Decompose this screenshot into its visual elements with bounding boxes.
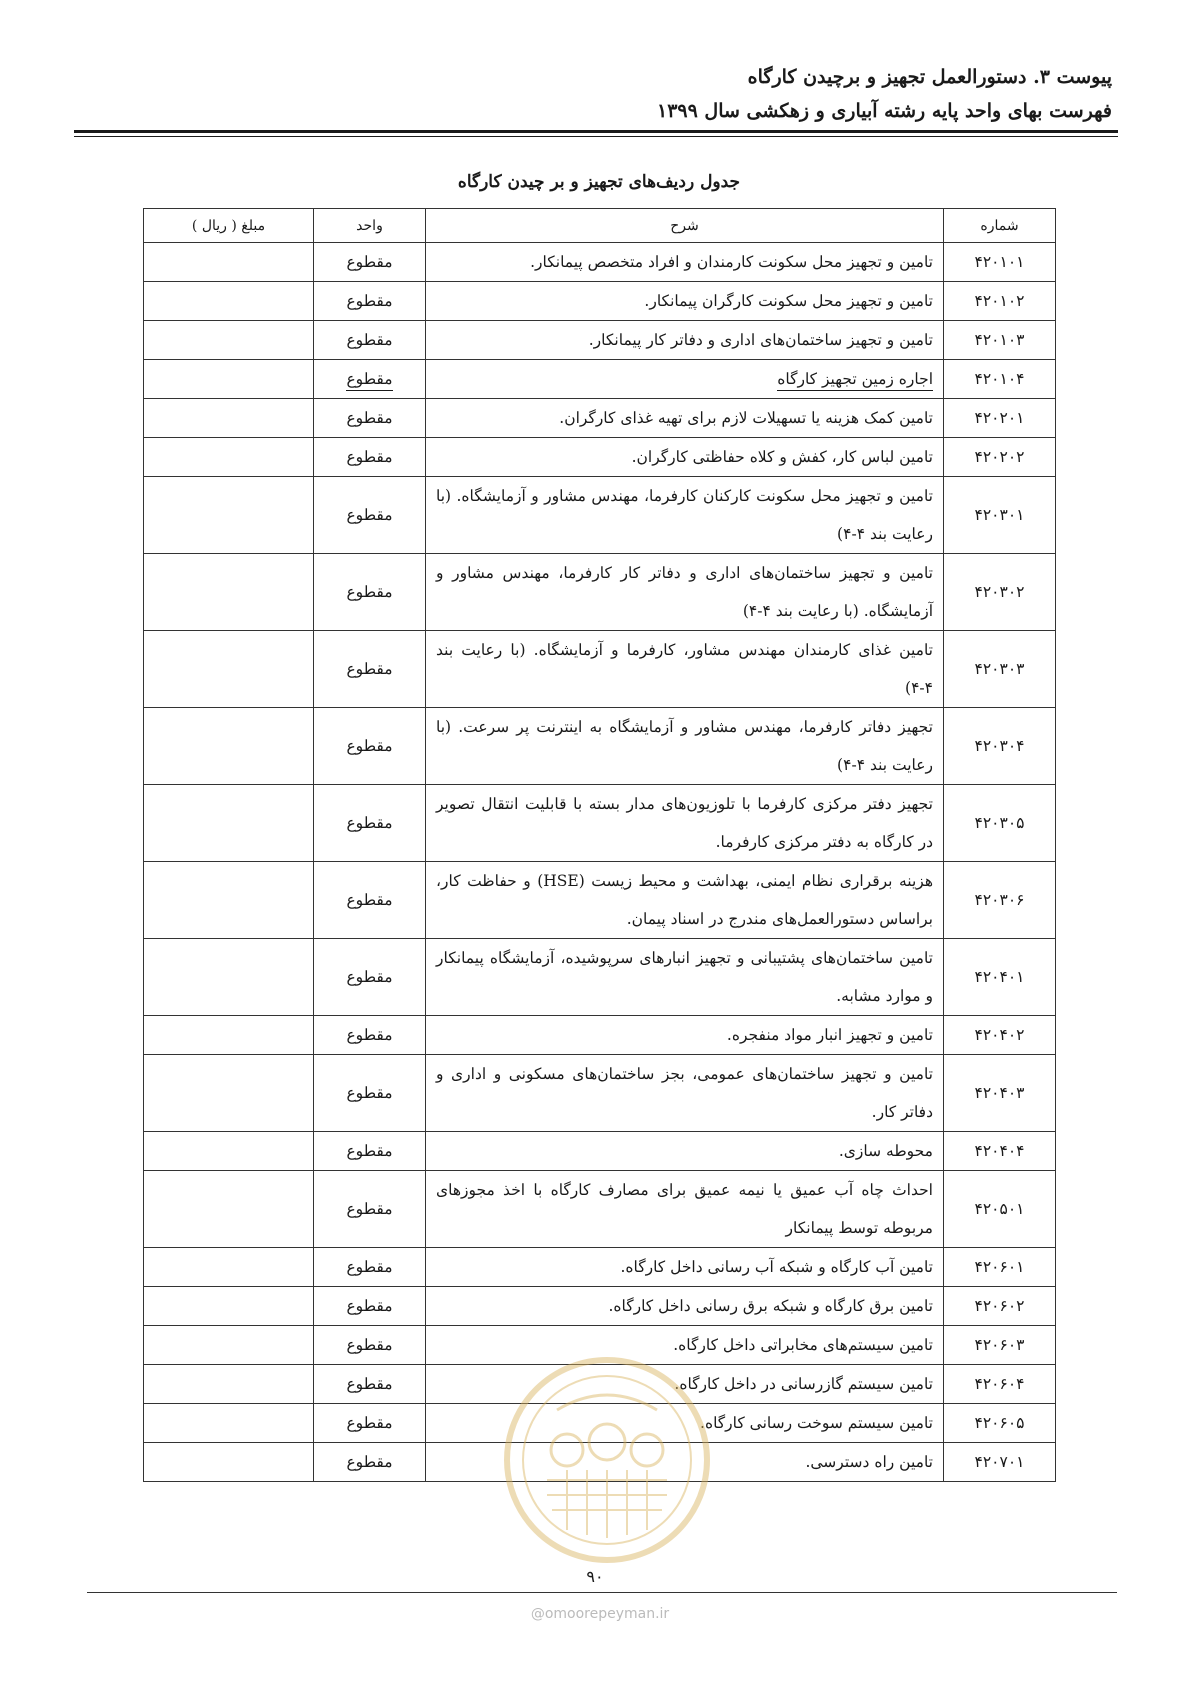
row-unit: مقطوع [314, 399, 426, 438]
table-row [144, 939, 1056, 1016]
table-row [144, 708, 1056, 785]
row-description: تامین سیستم سوخت رسانی کارگاه. [426, 1404, 944, 1443]
row-unit: مقطوع [314, 1016, 426, 1055]
row-description-underlined: اجاره زمین تجهیز کارگاه [777, 370, 933, 391]
row-description [426, 360, 944, 399]
row-number: ۴۲۰۴۰۱ [944, 939, 1056, 1016]
table-row [144, 1132, 1056, 1171]
table-row [144, 1171, 1056, 1248]
table-row [144, 1248, 1056, 1287]
row-number: ۴۲۰۱۰۲ [944, 282, 1056, 321]
table-row [144, 243, 1056, 282]
row-number: ۴۲۰۶۰۲ [944, 1287, 1056, 1326]
row-amount [144, 1248, 314, 1287]
row-amount [144, 785, 314, 862]
row-description: هزینه برقراری نظام ایمنی، بهداشت و محیط زیست (HSE) و حفاظت کار، براساس دستورالعمل‌های مندرج در اسناد پیمان. [426, 862, 944, 939]
row-unit: مقطوع [314, 708, 426, 785]
column-header-number: شماره [944, 209, 1056, 243]
table-row [144, 438, 1056, 477]
row-unit: مقطوع [314, 1443, 426, 1482]
table-row [144, 631, 1056, 708]
row-amount [144, 1326, 314, 1365]
row-unit: مقطوع [314, 438, 426, 477]
row-amount [144, 862, 314, 939]
row-description: تامین سیستم‌های مخابراتی داخل کارگاه. [426, 1326, 944, 1365]
row-number: ۴۲۰۳۰۳ [944, 631, 1056, 708]
row-description: احداث چاه آب عمیق یا نیمه عمیق برای مصارف کارگاه با اخذ مجوزهای مربوطه توسط پیمانکار [426, 1171, 944, 1248]
row-number: ۴۲۰۲۰۱ [944, 399, 1056, 438]
column-header-unit: واحد [314, 209, 426, 243]
footer-rule [87, 1592, 1117, 1593]
row-description: تامین و تجهیز ساختمان‌های اداری و دفاتر کار کارفرما، مهندس مشاور و آزمایشگاه. (با رعایت بند ۴-۴) [426, 554, 944, 631]
row-unit: مقطوع [314, 1248, 426, 1287]
row-number: ۴۲۰۲۰۲ [944, 438, 1056, 477]
header-rule-thick [74, 130, 1118, 133]
row-number: ۴۲۰۶۰۴ [944, 1365, 1056, 1404]
table-row [144, 282, 1056, 321]
row-unit: مقطوع [314, 939, 426, 1016]
row-description: تامین سیستم گازرسانی در داخل کارگاه. [426, 1365, 944, 1404]
page-header [72, 60, 1112, 128]
row-amount [144, 1016, 314, 1055]
row-unit: مقطوع [314, 1404, 426, 1443]
row-description: محوطه سازی. [426, 1132, 944, 1171]
row-unit: مقطوع [314, 1287, 426, 1326]
row-amount [144, 1443, 314, 1482]
row-amount [144, 477, 314, 554]
table-row [144, 399, 1056, 438]
row-number: ۴۲۰۵۰۱ [944, 1171, 1056, 1248]
row-amount [144, 1287, 314, 1326]
row-description: تامین و تجهیز ساختمان‌های عمومی، بجز ساختمان‌های مسکونی و اداری و دفاتر کار. [426, 1055, 944, 1132]
row-unit: مقطوع [314, 554, 426, 631]
table-row [144, 862, 1056, 939]
row-unit: مقطوع [314, 282, 426, 321]
table-row [144, 554, 1056, 631]
header-appendix-title: پیوست ۳. دستورالعمل تجهیز و برچیدن کارگاه [747, 66, 1112, 88]
row-amount [144, 939, 314, 1016]
row-unit: مقطوع [314, 1055, 426, 1132]
table-row [144, 1016, 1056, 1055]
row-amount [144, 554, 314, 631]
row-number: ۴۲۰۱۰۳ [944, 321, 1056, 360]
row-amount [144, 631, 314, 708]
row-unit: مقطوع [314, 321, 426, 360]
row-amount [144, 360, 314, 399]
row-amount [144, 1132, 314, 1171]
row-unit: مقطوع [314, 1132, 426, 1171]
row-number: ۴۲۰۱۰۱ [944, 243, 1056, 282]
row-number: ۴۲۰۴۰۴ [944, 1132, 1056, 1171]
row-number: ۴۲۰۴۰۳ [944, 1055, 1056, 1132]
row-number: ۴۲۰۱۰۴ [944, 360, 1056, 399]
row-amount [144, 438, 314, 477]
table-row [144, 1404, 1056, 1443]
row-amount [144, 1365, 314, 1404]
header-rule-thin [74, 136, 1118, 137]
row-description: تامین برق کارگاه و شبکه برق رسانی داخل کارگاه. [426, 1287, 944, 1326]
row-description: تجهیز دفتر مرکزی کارفرما با تلوزیون‌های مدار بسته با قابلیت انتقال تصویر در کارگاه به دفتر مرکزی کارفرما. [426, 785, 944, 862]
row-unit: مقطوع [314, 785, 426, 862]
row-amount [144, 1055, 314, 1132]
row-number: ۴۲۰۳۰۲ [944, 554, 1056, 631]
row-amount [144, 399, 314, 438]
row-number: ۴۲۰۴۰۲ [944, 1016, 1056, 1055]
row-description: تامین آب کارگاه و شبکه آب رسانی داخل کارگاه. [426, 1248, 944, 1287]
table-row [144, 785, 1056, 862]
row-number: ۴۲۰۳۰۴ [944, 708, 1056, 785]
header-document-title: فهرست بهای واحد پایه رشته آبیاری و زهکشی سال ۱۳۹۹ [656, 100, 1112, 122]
row-unit-underlined: مقطوع [346, 370, 392, 391]
row-unit: مقطوع [314, 1365, 426, 1404]
column-header-description: شرح [426, 209, 944, 243]
page-number: ۹۰ [586, 1567, 604, 1586]
row-unit: مقطوع [314, 862, 426, 939]
row-amount [144, 243, 314, 282]
row-number: ۴۲۰۳۰۱ [944, 477, 1056, 554]
row-amount [144, 282, 314, 321]
table-row [144, 1326, 1056, 1365]
row-number: ۴۲۰۷۰۱ [944, 1443, 1056, 1482]
table-body [144, 243, 1056, 1482]
row-number: ۴۲۰۶۰۱ [944, 1248, 1056, 1287]
row-description: تامین و تجهیز انبار مواد منفجره. [426, 1016, 944, 1055]
row-description: تجهیز دفاتر کارفرما، مهندس مشاور و آزمایشگاه به اینترنت پر سرعت. (با رعایت بند ۴-۴) [426, 708, 944, 785]
column-header-amount: مبلغ ( ریال ) [144, 209, 314, 243]
row-amount [144, 1171, 314, 1248]
table-row [144, 1443, 1056, 1482]
row-description: تامین و تجهیز محل سکونت کارگران پیمانکار. [426, 282, 944, 321]
items-table [143, 208, 1056, 1482]
footer-site-watermark: @omoorepeyman.ir [530, 1606, 670, 1622]
table-row [144, 1365, 1056, 1404]
table-row [144, 321, 1056, 360]
row-unit: مقطوع [314, 631, 426, 708]
table-row [144, 1287, 1056, 1326]
row-number: ۴۲۰۳۰۶ [944, 862, 1056, 939]
row-unit: مقطوع [314, 1171, 426, 1248]
row-unit: مقطوع [314, 243, 426, 282]
row-description: تامین و تجهیز ساختمان‌های اداری و دفاتر کار پیمانکار. [426, 321, 944, 360]
row-description: تامین ساختمان‌های پشتیبانی و تجهیز انبارهای سرپوشیده، آزمایشگاه پیمانکار و موارد مشابه. [426, 939, 944, 1016]
row-unit: مقطوع [314, 477, 426, 554]
row-number: ۴۲۰۳۰۵ [944, 785, 1056, 862]
row-description: تامین و تجهیز محل سکونت کارکنان کارفرما، مهندس مشاور و آزمایشگاه. (با رعایت بند ۴-۴) [426, 477, 944, 554]
row-number: ۴۲۰۶۰۳ [944, 1326, 1056, 1365]
row-description: تامین غذای کارمندان مهندس مشاور، کارفرما و آزمایشگاه. (با رعایت بند ۴-۴) [426, 631, 944, 708]
row-amount [144, 321, 314, 360]
row-unit [314, 360, 426, 399]
table-title: جدول ردیف‌های تجهیز و بر چیدن کارگاه [457, 172, 741, 192]
row-amount [144, 708, 314, 785]
row-number: ۴۲۰۶۰۵ [944, 1404, 1056, 1443]
row-description: تامین کمک هزینه یا تسهیلات لازم برای تهیه غذای کارگران. [426, 399, 944, 438]
table-row [144, 1055, 1056, 1132]
table-row [144, 360, 1056, 399]
row-amount [144, 1404, 314, 1443]
table-row [144, 477, 1056, 554]
row-unit: مقطوع [314, 1326, 426, 1365]
row-description: تامین راه دسترسی. [426, 1443, 944, 1482]
row-description: تامین لباس کار، کفش و کلاه حفاظتی کارگران. [426, 438, 944, 477]
table-header-row [144, 209, 1056, 243]
row-description: تامین و تجهیز محل سکونت کارمندان و افراد متخصص پیمانکار. [426, 243, 944, 282]
